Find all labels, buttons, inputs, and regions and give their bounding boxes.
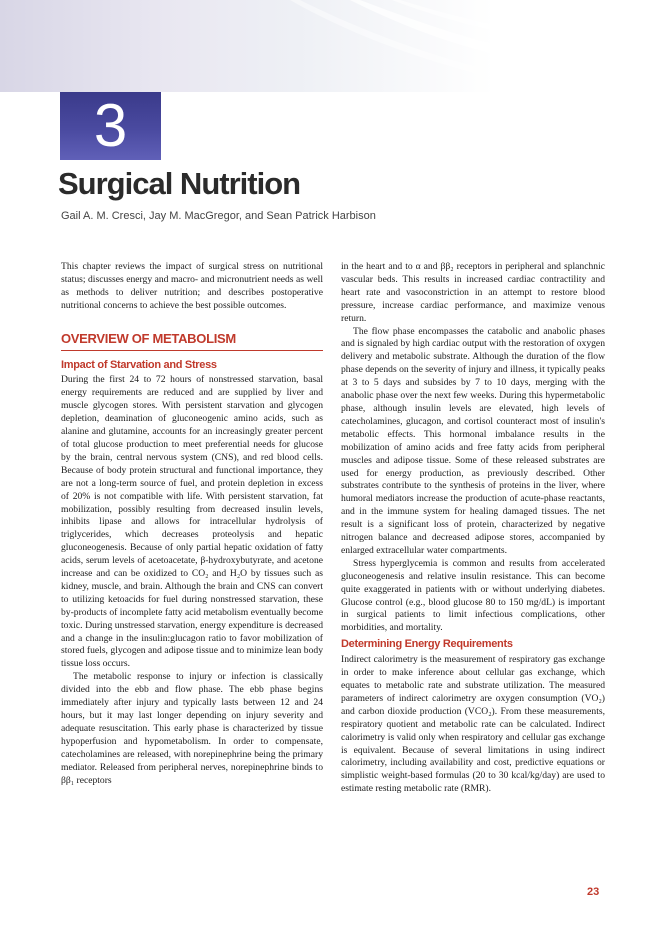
header-decoration xyxy=(0,0,659,92)
left-column xyxy=(61,261,323,787)
paragraph: The flow phase encompasses the catabolic and anabolic phases and is signaled by high cardiac output with the restoration of oxygen delivery and metabolic substrate. Although the duration of the flow phase depends on the severity of injury and illness, it typically peaks at 3 to 5 days and subsides by 7 to 10 days, merging with the anabolic phase over the next few weeks. During this hypermetabolic phase, although insulin levels are elevated, high levels of catecholamines, glucagon, and cortisol counteract most of insulin's metabolic effects. This hormonal imbalance results in the mobilization of amino acids and free fatty acids from peripheral muscles and adipose tissue. Some of these released substrates are used for energy production, as previously described. Other substrates contribute to the synthesis of proteins in the liver, where humoral mediators increase the production of acute-phase reactants, and in the immune system for healing damaged tissues. The net result is a significant loss of protein, characterized by negative nitrogen balance and decreased adipose stores, accompanied by enlarged extracellular water compartments. xyxy=(341,325,605,556)
page-number: 23 xyxy=(587,886,600,898)
section-heading-overview: OVERVIEW OF METABOLISM xyxy=(61,333,323,351)
paragraph: in the heart and to α and ββ₂ receptors in peripheral and splanchnic vascular beds. This results in increased cardiac contractility and heart rate and vasoconstriction in an attempt to restore blood pressure, increase cardiac performance, and maximize venous return. xyxy=(341,261,605,324)
right-column xyxy=(341,261,605,796)
paragraph: During the first 24 to 72 hours of nonstressed starvation, basal energy requirements are reduced and are supplied by liver and muscle glycogen stores. With persistent starvation and glycogen depletion, deamination of gluconeogenic amino acids, such as alanine and glutamine, accounts for an increasingly greater percent of total glucose production to meet preferential needs for glucose by the brain, central nervous system (CNS), and red blood cells. Because of body protein structural and functional importance, they are not a long-term source of fuel, and protein depletion in excess of 20% is not compatible with life. With persistent starvation, fat mobilization, possibly resulting from decreased insulin levels, inhibits lipase and allows for intracellular hydrolysis of triglycerides, which decreases proteolysis and hepatic gluconeogenesis. Because of only partial hepatic oxidation of fatty acids, serum levels of acetoacetate, β-hydroxybutyrate, and acetone increase and can be oxidized to CO₂ and H₂O by tissues such as kidney, muscle, and brain. Although the brain and CNS can convert to utilizing ketoacids for fuel during nonstressed starvation, these by-products of incomplete fatty acid metabolism eventually become toxic. During unstressed starvation, energy expenditure is decreased and a change in the insulin:glucagon ratio to favor mobilization of stored fuels, glycogen and adipose tissue and to minimize lean body tissue loss occurs. xyxy=(61,374,323,670)
chapter-title: Surgical Nutrition xyxy=(58,166,301,201)
subheading-starvation: Impact of Starvation and Stress xyxy=(61,358,217,371)
paragraph: Indirect calorimetry is the measurement of respiratory gas exchange in order to make inference about cellular gas exchange, which equates to metabolic rate and substrate utilization. The measured parameters of indirect calorimetry are oxygen consumption (VO₂) and carbon dioxide production (VCO₂). From these measurements, respiratory quotient and metabolic rate can be calculated. Indirect calorimetry is valid only when respiratory and cellular gas exchange is equivalent. Because of several limitations in using indirect calorimetry, including availability and cost, predictive equations or simplistic weight-based formulas (20 to 30 kcal/kg/day) are used to estimate resting metabolic rate (RMR). xyxy=(341,654,605,795)
subheading-energy: Determining Energy Requirements xyxy=(341,638,513,651)
chapter-number: 3 xyxy=(93,92,128,159)
paragraph: The metabolic response to injury or infection is classically divided into the ebb and flow phase. The ebb phase begins immediately after injury and typically lasts between 12 and 24 hours, but it may last longer depending on injury severity and adequate resuscitation. This early phase is characterized by tissue hypoperfusion and hypometabolism. In order to compensate, catecholamines are released, with norepinephrine being the primary mediator. Released from peripheral nerves, norepinephrine binds to ββ₁ receptors xyxy=(61,671,323,786)
chapter-authors: Gail A. M. Cresci, Jay M. MacGregor, and Sean Patrick Harbison xyxy=(61,210,376,222)
paragraph: Stress hyperglycemia is common and results from accelerated gluconeogenesis and relative insulin resistance. This can become quite exaggerated in patients with or without underlying diabetes. Glucose control (e.g., blood glucose 80 to 150 mg/dL) is important in surgical patients to limit infectious complications, other morbidities, and mortality. xyxy=(341,557,605,634)
intro-paragraph: This chapter reviews the impact of surgical stress on nutritional status; discusses energy and macro- and micronutrient needs as well as methods to deliver nutrition; and describes postoperative nutritional concerns to achieve the best possible outcomes. xyxy=(61,261,323,311)
